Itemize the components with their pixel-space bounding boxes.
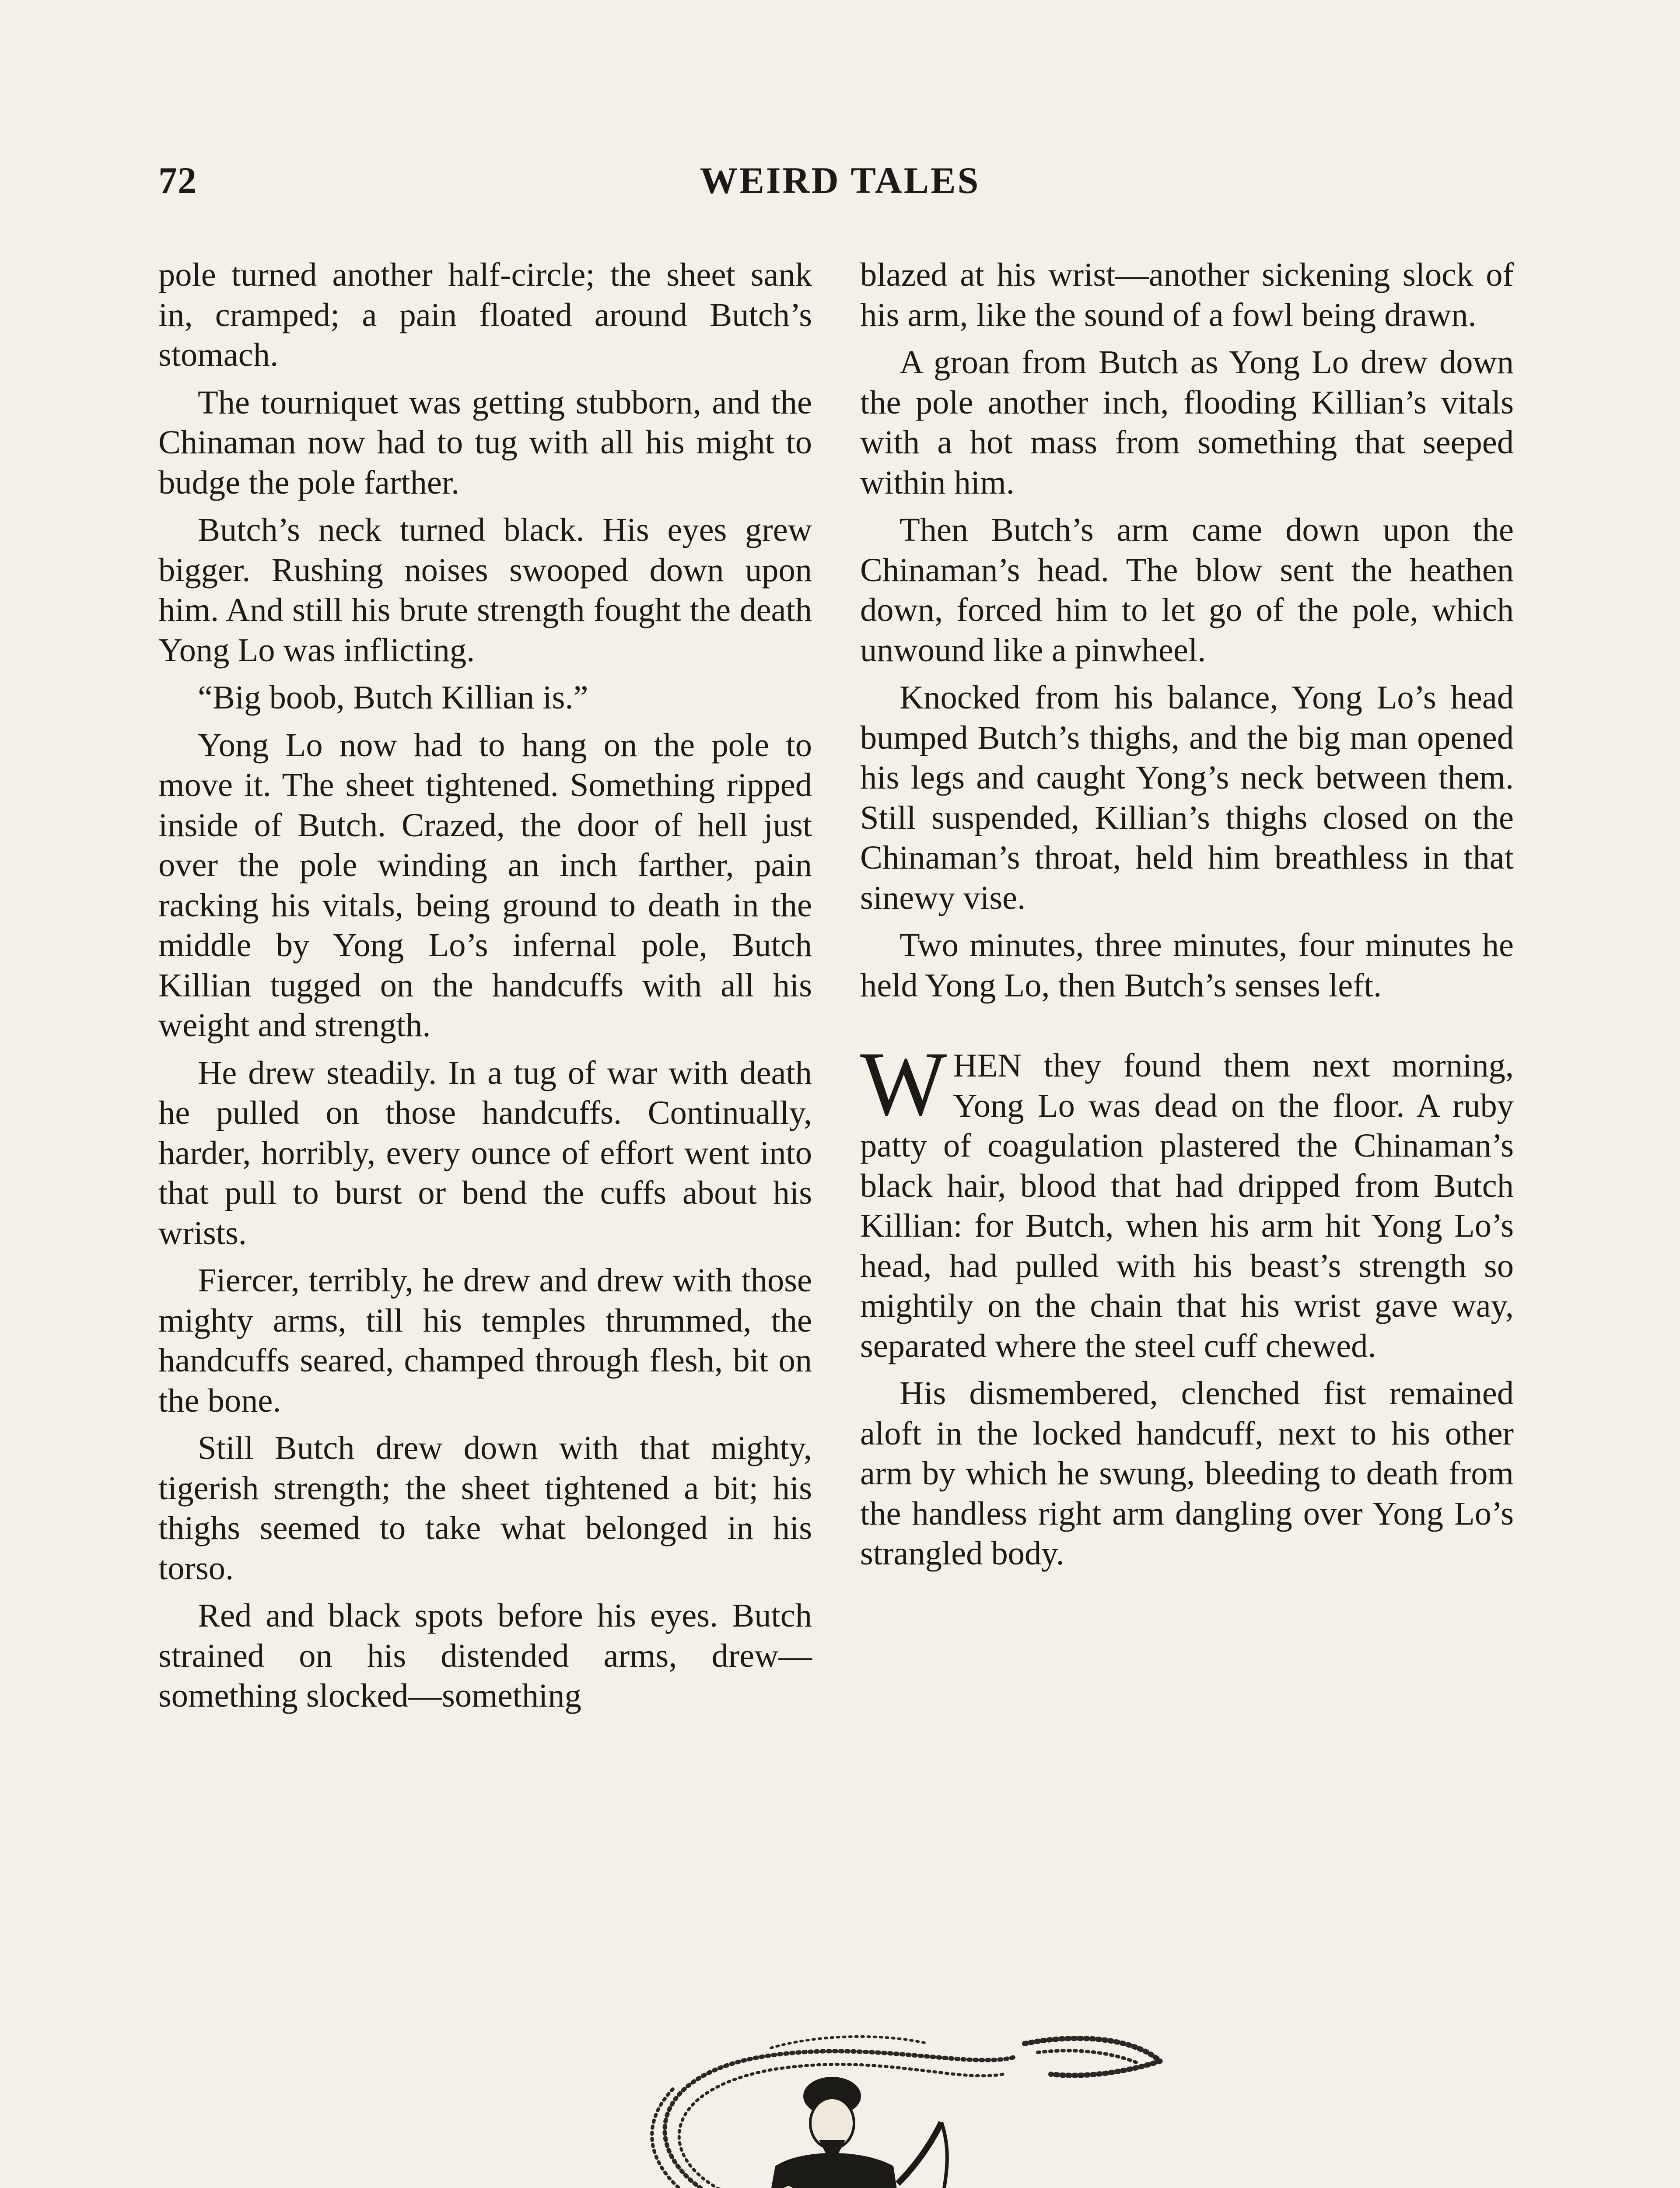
paragraph: Still Butch drew down with that mighty, tigerish strength; the sheet tightened a bit; his thighs seemed to take what belonged in his torso. [158,1429,812,1587]
paragraph: Knocked from his balance, Yong Lo’s head bumped Butch’s thighs, and the big man opened his legs and caught Yong’s neck between them. Still suspended, Killian’s thighs closed on the Chinaman’s throat, held him breathless in that sinewy vise. [860,679,1514,916]
running-title: WEIRD TALES [700,159,980,201]
paragraph: His dismembered, clenched fist remained aloft in the locked handcuff, next to his other arm by which he swung, bleeding to death from the handless right arm dangling over Yong Lo’s strangled body. [860,1375,1514,1572]
paragraph: Then Butch’s arm came down upon the Chinaman’s head. The blow sent the heathen down, forced him to let go of the pole, which unwound like a pinwheel. [860,511,1514,669]
paragraph: The tourniquet was getting stubborn, and the Chinaman now had to tug with all his might to budge the pole farther. [158,383,812,501]
seated-robed-figure-with-smoke-icon [158,2009,1515,2188]
paragraph: pole turned another half-circle; the sheet sank in, cramped; a pain floated around Butch’s stomach. [158,256,812,373]
paragraph: Yong Lo now had to hang on the pole to move it. The sheet tightened. Something ripped inside of Butch. Crazed, the door of hell just over the pole winding an inch farther, pain racking his vitals, being ground to death in the middle by Yong Lo’s infernal pole, Butch Killian tugged on the handcuffs with all his weight and strength. [158,726,812,1044]
page-number: 72 [158,159,197,201]
paragraph: Butch’s neck turned black. His eyes grew bigger. Rushing noises swooped down upon him. And still his brute strength fought the death Yong Lo was inflicting. [158,511,812,669]
right-column [860,255,1514,1574]
paragraph: He drew steadily. In a tug of war with death he pulled on those handcuffs. Continually, harder, horribly, every ounce of effort went into that pull to burst or bend the cuffs about his wrists. [158,1054,812,1252]
paragraph: Fiercer, terribly, he drew and drew with those mighty arms, till his temples thrummed, the handcuffs seared, champed through flesh, bit on the bone. [158,1262,812,1419]
drop-cap: W [860,1033,947,1135]
left-column [158,255,812,1716]
smoke-swirl [652,2037,1160,2188]
section-opening-paragraph [860,1033,1514,1366]
paragraph: A groan from Butch as Yong Lo drew down the pole another inch, flooding Killian’s vitals with a hot mass from something that seeped within him. [860,344,1514,501]
paragraph: “Big boob, Butch Killian is.” [198,679,588,716]
paragraph: Red and black spots before his eyes. Butch strained on his distended arms, drew—something slocked—something [158,1597,812,1714]
figure [683,2077,949,2188]
paragraph: Two minutes, three minutes, four minutes he held Yong Lo, then Butch’s senses left. [860,926,1514,1004]
section-opening-text: HEN they found them next morning, Yong Lo was dead on the floor. A ruby patty of coagulation plastered the Chinaman’s black hair, blood that had dripped from Butch Killian: for Butch, when his arm hit Yong Lo’s head, had pulled with his beast’s strength so mightily on the chain that his wrist gave way, separated where the steel cuff chewed. [860,1047,1514,1364]
paragraph: blazed at his wrist—another sickening slock of his arm, like the sound of a fowl being drawn. [860,256,1514,333]
